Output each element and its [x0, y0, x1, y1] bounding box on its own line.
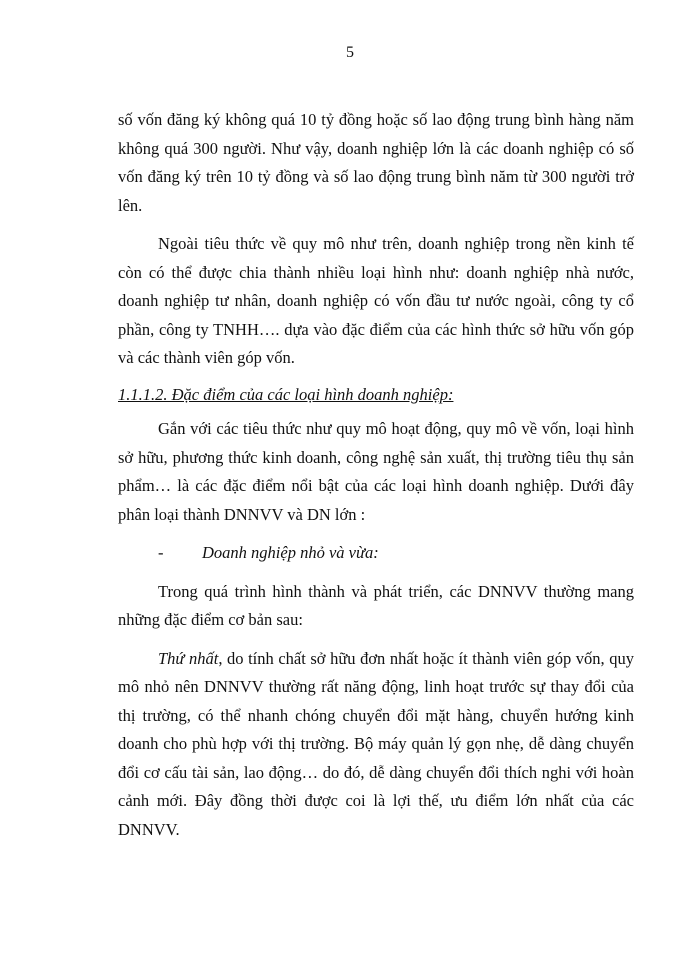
paragraph-5-lead: Thứ nhất — [158, 648, 219, 668]
paragraph-5 — [118, 645, 634, 845]
paragraph-4: Trong quá trình hình thành và phát triển, các DNNVV thường mang những đặc điểm cơ bản sau: — [118, 581, 634, 629]
paragraph-1: số vốn đăng ký không quá 10 tỷ đồng hoặc số lao động trung bình hàng năm không quá 300 người. Như vậy, doanh nghiệp lớn là các doanh nghiệp có số vốn đăng ký trên 10 tỷ đồng và số lao động trung bình năm từ 300 người trở lên. — [118, 110, 634, 215]
section-heading: 1.1.1.2. Đặc điểm của các loại hình doanh nghiệp: — [118, 384, 454, 404]
body-text — [118, 106, 634, 844]
paragraph-2: Ngoài tiêu thức về quy mô như trên, doanh nghiệp trong nền kinh tế còn có thể được chia thành nhiều loại hình như: doanh nghiệp nhà nước, doanh nghiệp tư nhân, doanh nghiệp có vốn đầu tư nước ngoài, công ty cổ phần, công ty TNHH…. dựa vào đặc điểm của các hình thức sở hữu vốn góp và các thành viên góp vốn. — [118, 234, 634, 367]
page-number: 5 — [346, 44, 354, 61]
bullet-text: Doanh nghiệp nhỏ và vừa: — [202, 543, 379, 562]
bullet-dash: - — [158, 543, 164, 562]
paragraph-5-rest: , do tính chất sở hữu đơn nhất hoặc ít thành viên góp vốn, quy mô nhỏ nên DNNVV thường rất năng động, linh hoạt trước sự thay đổi của thị trường, có thể nhanh chóng chuyển đổi mặt hàng, chuyển hướng kinh doanh cho phù hợp với thị trường. Bộ máy quản lý gọn nhẹ, dễ dàng chuyển đổi cơ cấu tài sản, lao động… do đó, dễ dàng chuyển đổi thích nghi với hoàn cảnh mới. Đây đồng thời được coi là lợi thế, ưu điểm lớn nhất của các DNNVV. — [118, 648, 634, 839]
paragraph-3: Gắn với các tiêu thức như quy mô hoạt động, quy mô về vốn, loại hình sở hữu, phương thức kinh doanh, công nghệ sản xuất, thị trường tiêu thụ sản phẩm… là các đặc điểm nổi bật của các loại hình doanh nghiệp. Dưới đây phân loại thành DNNVV và DN lớn : — [118, 419, 634, 524]
bullet-item — [118, 539, 634, 568]
